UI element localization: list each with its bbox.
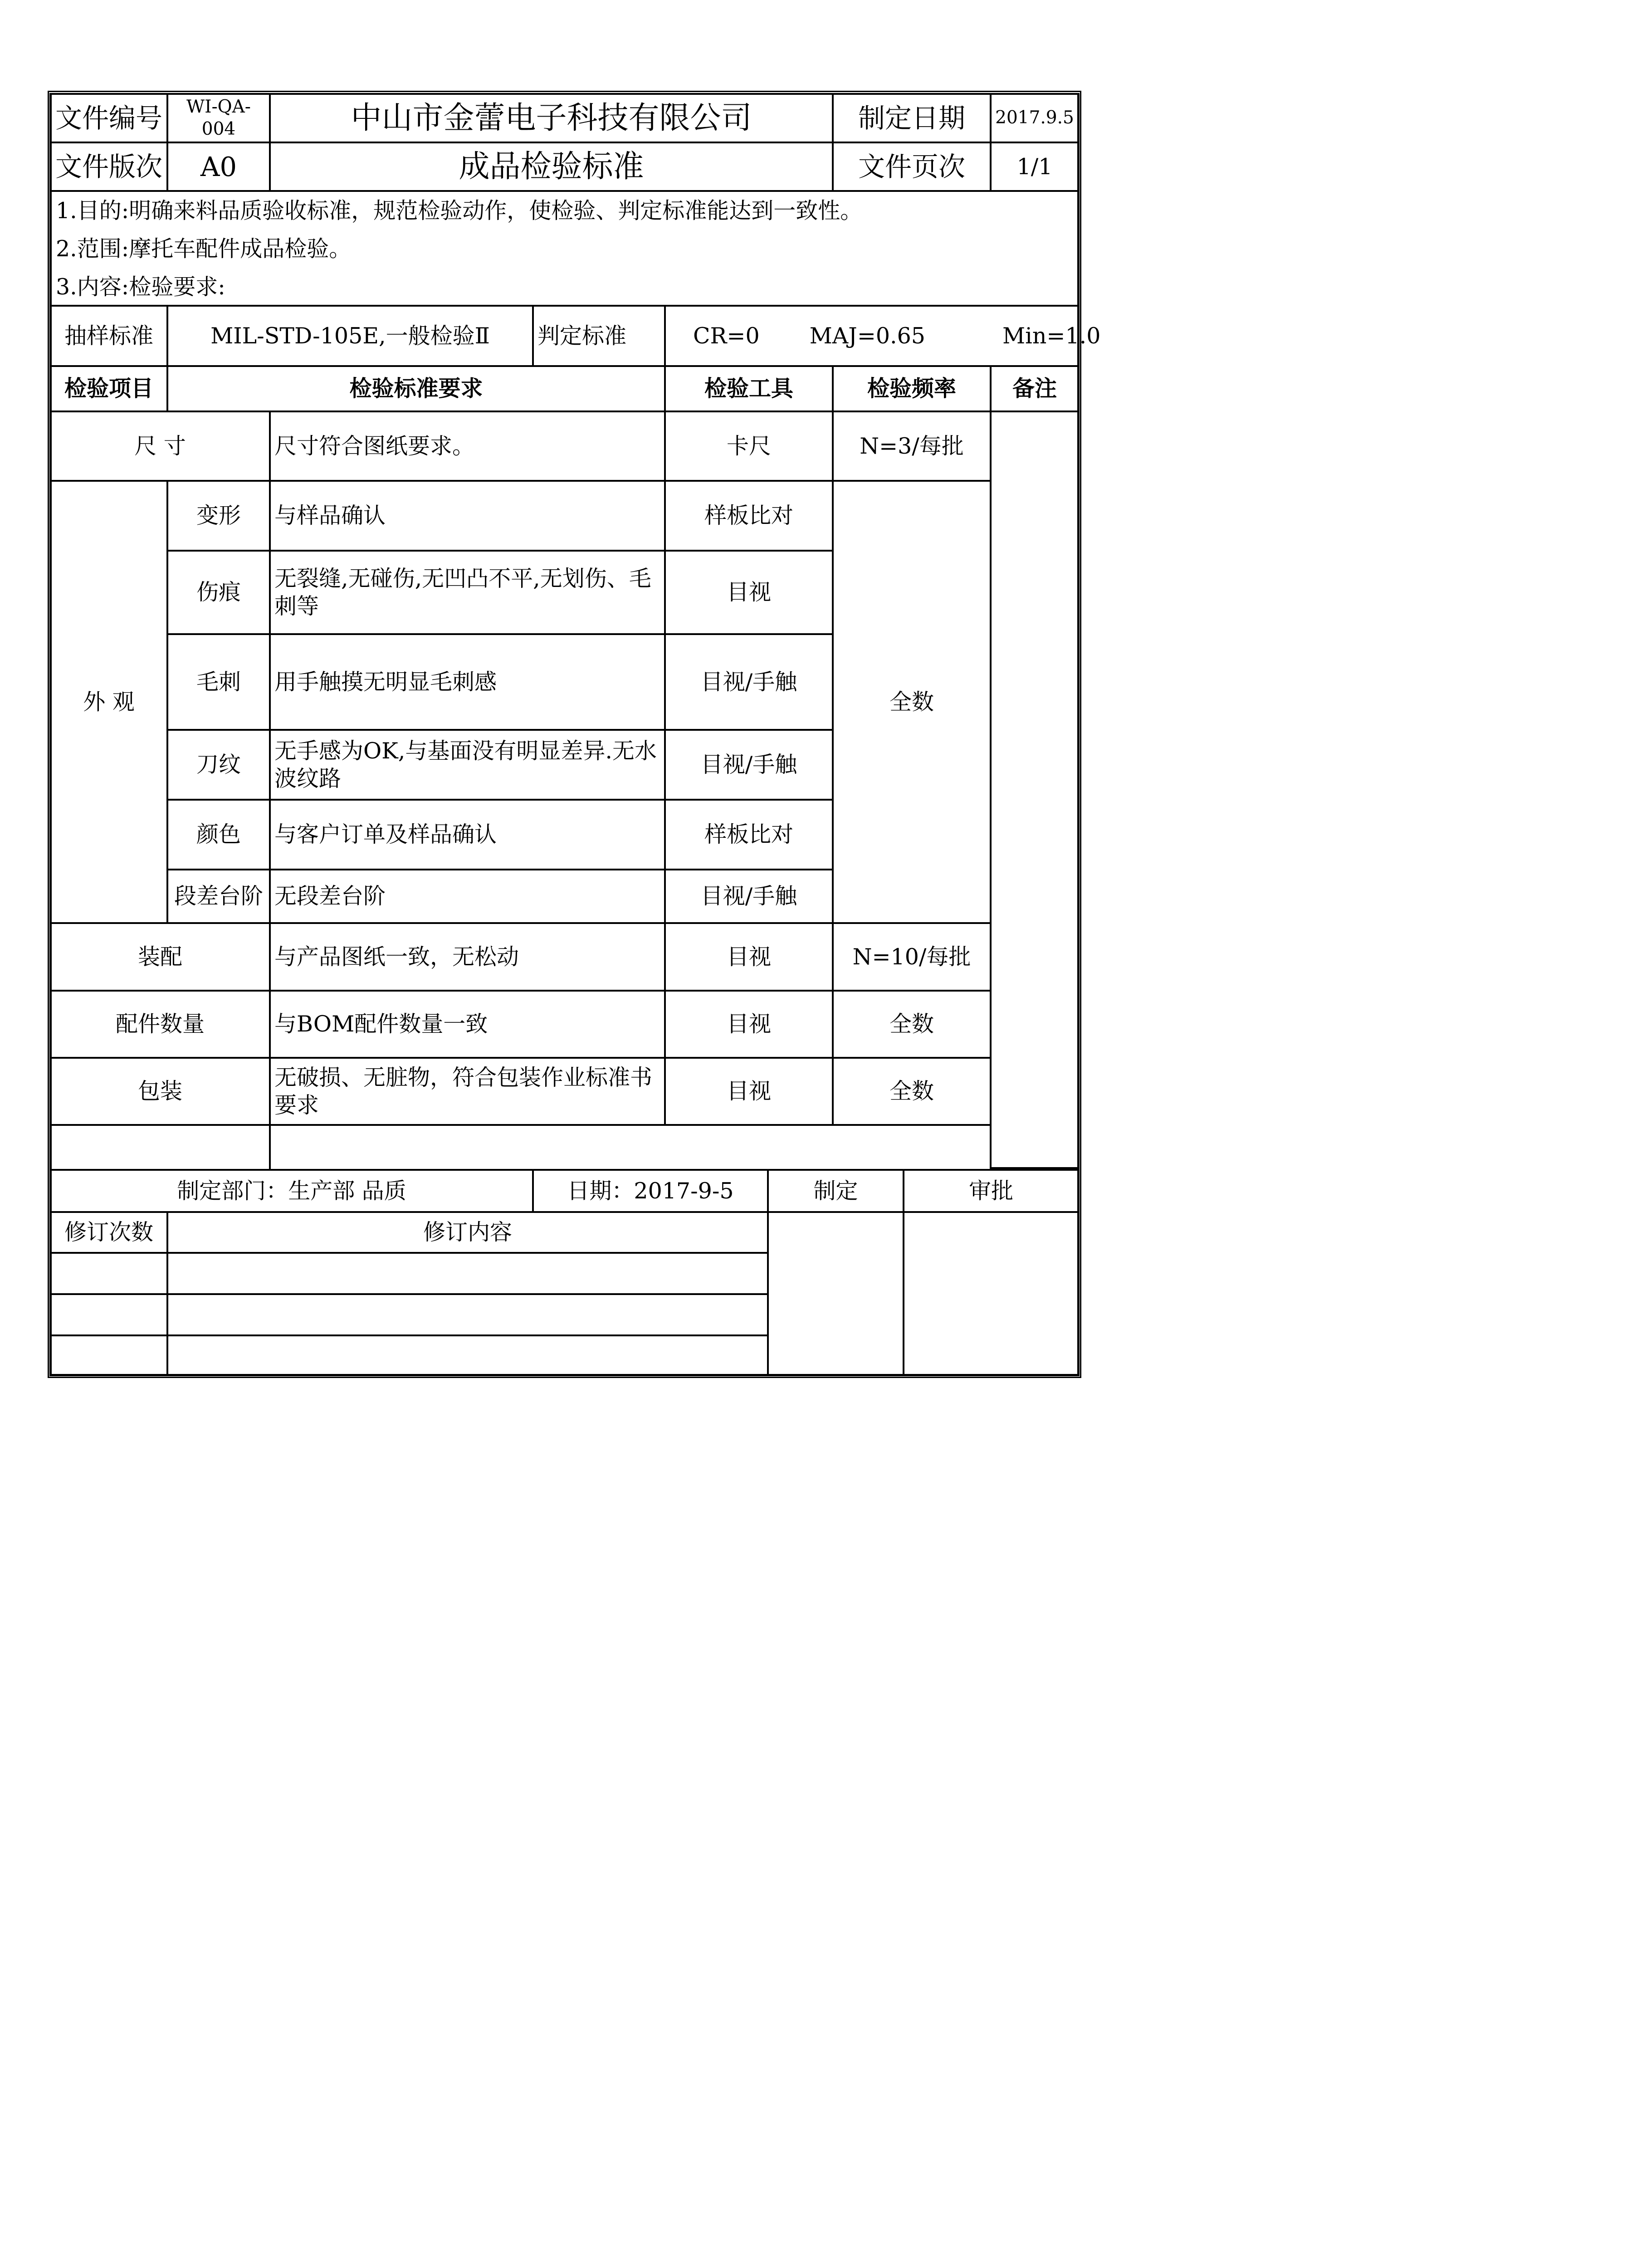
parts-frequency: 全数: [832, 990, 992, 1059]
min-value: Min=1.0: [1002, 323, 1101, 349]
appearance-item: 外 观: [49, 480, 168, 924]
appearance-req-toolmark: 无手感为OK,与基面没有明显差异.无水波纹路: [269, 729, 666, 801]
revision-row-no: [49, 1334, 168, 1376]
judge-label: 判定标准: [532, 305, 666, 367]
assembly-item: 装配: [49, 922, 271, 992]
appearance-req-scratch: 无裂缝,无碰伤,无凹凸不平,无划伤、毛刺等: [269, 550, 666, 635]
appearance-sub-color: 颜色: [166, 799, 271, 870]
date-value: 2017.9.5: [990, 93, 1080, 143]
footer-department: 制定部门：生产部 品质: [49, 1169, 534, 1213]
judge-criteria: [664, 305, 1101, 367]
appearance-frequency: 全数: [832, 480, 992, 924]
sampling-value: MIL-STD-105E,一般检验Ⅱ: [166, 305, 534, 367]
revision-content-header: 修订内容: [166, 1211, 769, 1254]
sampling-label: 抽样标准: [49, 305, 168, 367]
doc-no-label: 文件编号: [49, 93, 168, 143]
appearance-req-burr: 用手触摸无明显毛刺感: [269, 633, 666, 731]
cr-value: CR=0: [693, 323, 760, 349]
parts-requirement: 与BOM配件数量一致: [269, 990, 666, 1059]
revision-row-content: [166, 1334, 769, 1376]
appearance-req-color: 与客户订单及样品确认: [269, 799, 666, 870]
footer-approve-label: 审批: [903, 1169, 1080, 1213]
packing-requirement: 无破损、无脏物，符合包装作业标准书要求: [269, 1057, 666, 1126]
empty-item: [49, 1124, 271, 1171]
parts-item: 配件数量: [49, 990, 271, 1059]
revision-no-header: 修订次数: [49, 1211, 168, 1254]
header-remark: 备注: [990, 365, 1080, 412]
appearance-sub-deformation: 变形: [166, 480, 271, 552]
appearance-sub-burr: 毛刺: [166, 633, 271, 731]
parts-tool: 目视: [664, 990, 834, 1059]
version-label: 文件版次: [49, 142, 168, 192]
made-signature-cell: [767, 1211, 904, 1376]
assembly-tool: 目视: [664, 922, 834, 992]
header-frequency: 检验频率: [832, 365, 992, 412]
appearance-tool-color: 样板比对: [664, 799, 834, 870]
size-item: 尺 寸: [49, 411, 271, 482]
document-title: 成品检验标准: [269, 142, 834, 192]
revision-row-content: [166, 1252, 769, 1295]
date-label: 制定日期: [832, 93, 992, 143]
purpose-text: 1.目的:明确来料品质验收标准，规范检验动作，使检验、判定标准能达到一致性。: [56, 198, 863, 224]
header-tool: 检验工具: [664, 365, 834, 412]
scope-text: 2.范围:摩托车配件成品检验。: [56, 236, 352, 262]
appearance-tool-burr: 目视/手触: [664, 633, 834, 731]
appearance-req-deformation: 与样品确认: [269, 480, 666, 552]
appearance-req-step: 无段差台阶: [269, 869, 666, 924]
packing-item: 包装: [49, 1057, 271, 1126]
appearance-sub-scratch: 伤痕: [166, 550, 271, 635]
version-value: A0: [166, 142, 271, 192]
assembly-frequency: N=10/每批: [832, 922, 992, 992]
appearance-tool-toolmark: 目视/手触: [664, 729, 834, 801]
footer-date: 日期：2017-9-5: [532, 1169, 769, 1213]
size-requirement: 尺寸符合图纸要求。: [269, 411, 666, 482]
empty-requirement: [269, 1124, 992, 1171]
appearance-sub-toolmark: 刀纹: [166, 729, 271, 801]
header-requirement: 检验标准要求: [166, 365, 666, 412]
approve-signature-cell: [903, 1211, 1080, 1376]
intro-block: [49, 190, 1080, 307]
size-frequency: N=3/每批: [832, 411, 992, 482]
maj-value: MAJ=0.65: [809, 323, 925, 349]
appearance-tool-deformation: 样板比对: [664, 480, 834, 552]
assembly-requirement: 与产品图纸一致，无松动: [269, 922, 666, 992]
appearance-tool-step: 目视/手触: [664, 869, 834, 924]
page-label: 文件页次: [832, 142, 992, 192]
doc-no-value: WI-QA-004: [166, 93, 271, 143]
revision-row-content: [166, 1293, 769, 1336]
appearance-sub-step: 段差台阶: [166, 869, 271, 924]
company-name: 中山市金蕾电子科技有限公司: [269, 93, 834, 143]
footer-made-label: 制定: [767, 1169, 904, 1213]
packing-tool: 目视: [664, 1057, 834, 1126]
size-tool: 卡尺: [664, 411, 834, 482]
appearance-tool-scratch: 目视: [664, 550, 834, 635]
packing-frequency: 全数: [832, 1057, 992, 1126]
remark-cell: [990, 411, 1080, 1169]
header-item: 检验项目: [49, 365, 168, 412]
page-value: 1/1: [990, 142, 1080, 192]
revision-row-no: [49, 1252, 168, 1295]
revision-row-no: [49, 1293, 168, 1336]
content-text: 3.内容:检验要求:: [56, 274, 225, 300]
